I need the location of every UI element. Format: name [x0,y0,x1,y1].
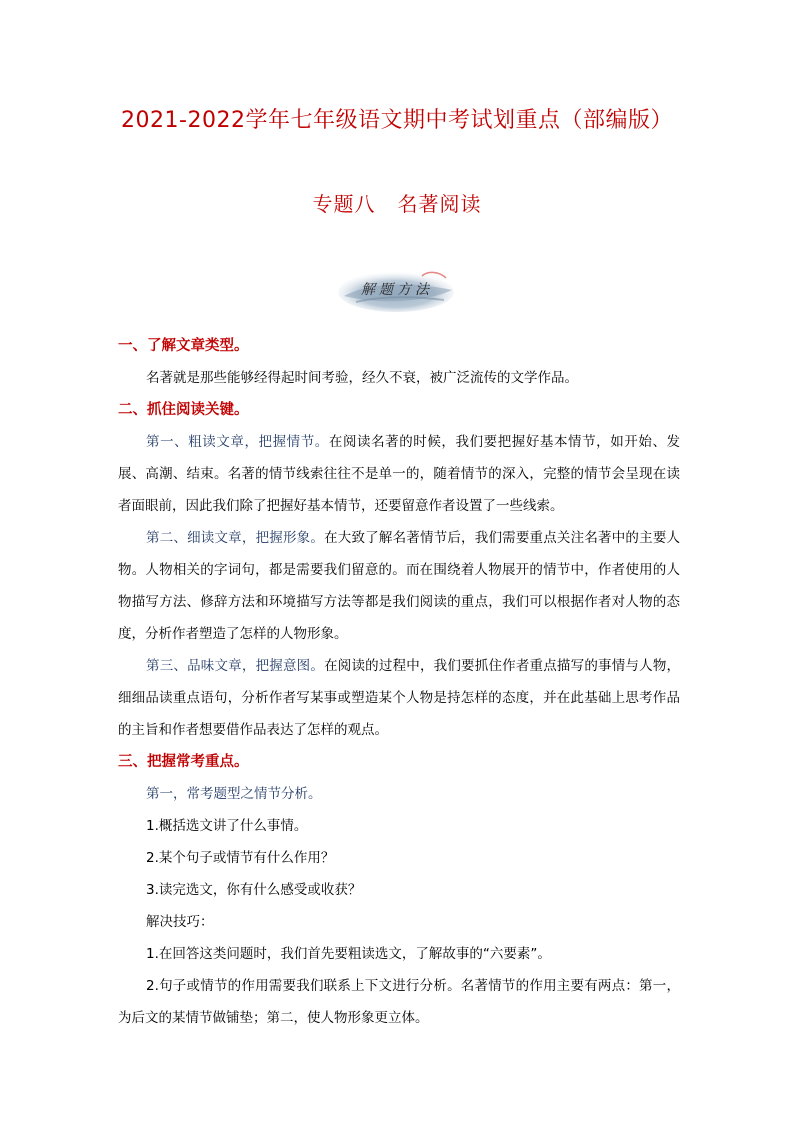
list-item: 2.某个句子或情节有什么作用？ [146,850,335,866]
list-item: 解决技巧： [146,914,214,930]
document-body [118,330,680,1034]
section-heading-1: 一、了解文章类型。 [118,338,249,354]
list-item: 3.读完选文，你有什么感受或收获？ [146,882,362,898]
section-heading-2: 二、抓住阅读关键。 [118,402,249,418]
badge-label: 解题方法 [361,282,433,298]
paragraph-text: 在阅读的过程中，我们要抓住作者重点描写的事情与人物，细细品读重点语句，分析作者写某事或塑造某个人物是持怎样的态度，并在此基础上思考作品的主旨和作者想要借作品表达了怎样的观点。 [118,658,681,738]
paragraph-lead: 第二、细读文章，把握形象。 [146,530,325,546]
list-item: 第一，常考题型之情节分析。 [146,786,322,802]
paragraph-text: 在大致了解名著情节后，我们需要重点关注名著中的主要人物。人物相关的字词句，都是需要我们留意的。而在围绕着人物展开的情节中，作者使用的人物描写方法、修辞方法和环境描写方法等都是我们阅读的重点，我们可以根据作者对人物的态度，分析作者塑造了怎样的人物形象。 [118,530,681,642]
document-title: 2021-2022学年七年级语文期中考试划重点（部编版） [121,108,673,133]
topic-title [0,188,794,217]
list-item: 1.在回答这类问题时，我们首先要粗读选文，了解故事的“六要素”。 [146,946,551,962]
paragraph-text: 在阅读名著的时候，我们要把握好基本情节，如开始、发展、高潮、结束。名著的情节线索往往不是单一的，随着情节的深入，完整的情节会呈现在读者面眼前，因此我们除了把握好基本情节，还要留意作者设置了一些线索。 [118,434,681,514]
paragraph-lead: 第一、粗读文章，把握情节。 [146,434,329,450]
topic-number: 专题八 [312,192,376,216]
section-heading-3: 三、把握常考重点。 [118,754,249,770]
section-2-paragraph-1 [118,426,680,522]
section-3-paragraph: 2.句子或情节的作用需要我们联系上下文进行分析。名著情节的作用主要有两点：第一，为后文的某情节做铺垫；第二，使人物形象更立体。 [118,978,680,1026]
topic-name: 名著阅读 [397,192,482,216]
list-item: 1.概括选文讲了什么事情。 [146,818,308,834]
method-badge [336,266,458,316]
section-2-paragraph-2 [118,522,680,650]
section-1-paragraph: 名著就是那些能够经得起时间考验，经久不衰，被广泛流传的文学作品。 [146,370,578,386]
paragraph-lead: 第三、品味文章，把握意图。 [146,658,325,674]
section-2-paragraph-3 [118,650,680,746]
